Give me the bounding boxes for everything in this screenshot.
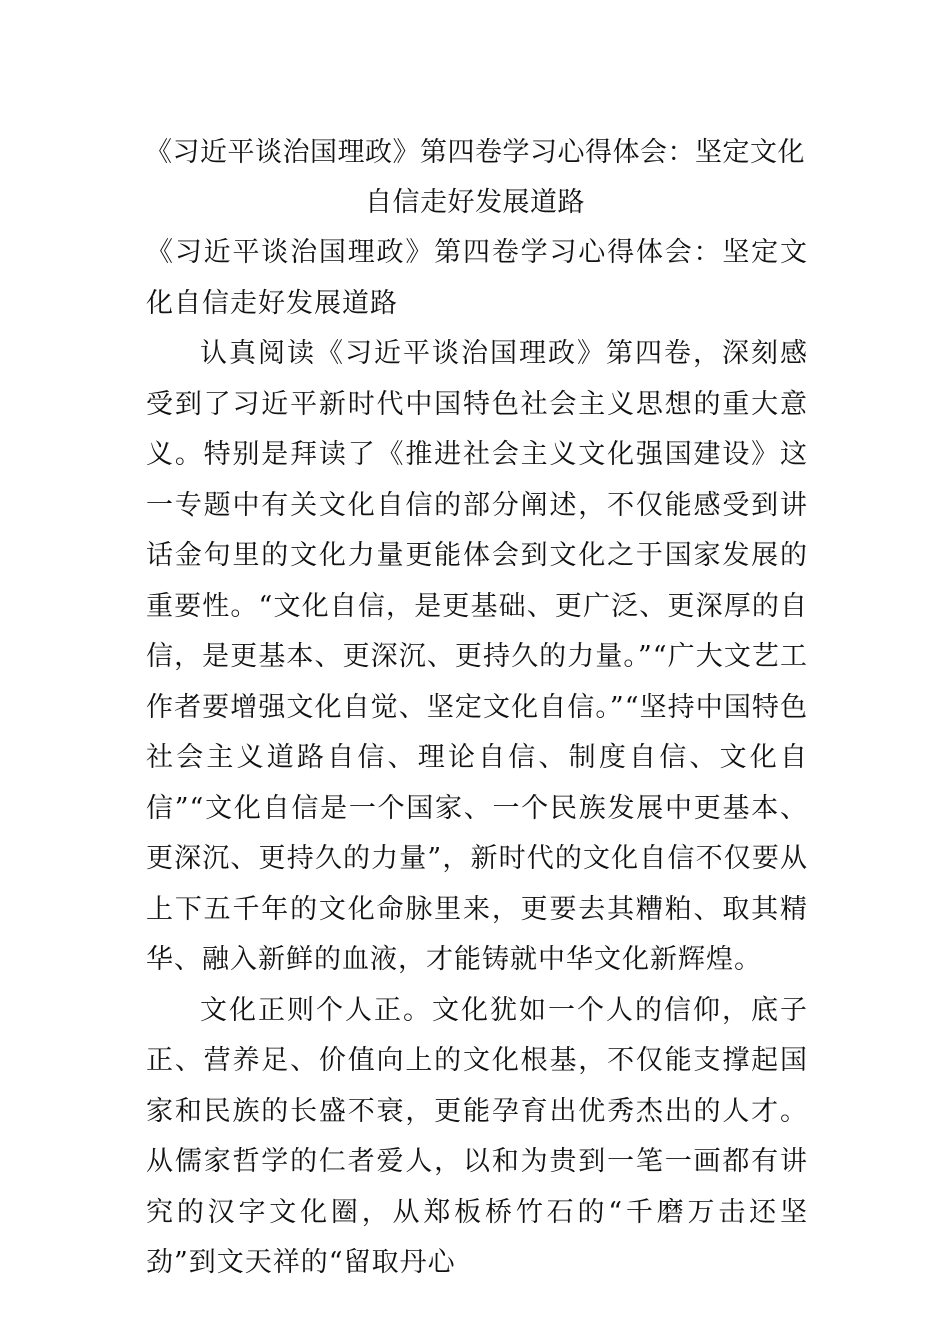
paragraph-repeated-title: 《习近平谈治国理政》第四卷学习心得体会：坚定文化自信走好发展道路 xyxy=(146,237,808,319)
paragraph-2: 文化正则个人正。文化犹如一个人的信仰，底子正、营养足、价值向上的文化根基，不仅能支撑起国家和民族的长盛不衰，更能孕育出优秀杰出的人才。从儒家哲学的仁者爱人，以和为贵到一笔一画都有讲究的汉字文化圈，从郑板桥竹石的“千磨万击还坚劲”到文天祥的“留取丹心 xyxy=(146,994,808,1278)
paragraph-1: 认真阅读《习近平谈治国理政》第四卷，深刻感受到了习近平新时代中国特色社会主义思想的重大意义。特别是拜读了《推进社会主义文化强国建设》这一专题中有关文化自信的部分阐述，不仅能感受到讲话金句里的文化力量更能体会到文化之于国家发展的重要性。“文化自信，是更基础、更广泛、更深厚的自信，是更基本、更深沉、更持久的力量。”“广大文艺工作者要增强文化自觉、坚定文化自信。”“坚持中国特色社会主义道路自信、理论自信、制度自信、文化自信”“文化自信是一个国家、一个民族发展中更基本、更深沉、更持久的力量”，新时代的文化自信不仅要从上下五千年的文化命脉里来，更要去其糟粕、取其精华、融入新鲜的血液，才能铸就中华文化新辉煌。 xyxy=(146,338,808,975)
document-body xyxy=(146,228,808,1289)
document-title: 《习近平谈治国理政》第四卷学习心得体会：坚定文化自信走好发展道路 xyxy=(145,137,805,218)
